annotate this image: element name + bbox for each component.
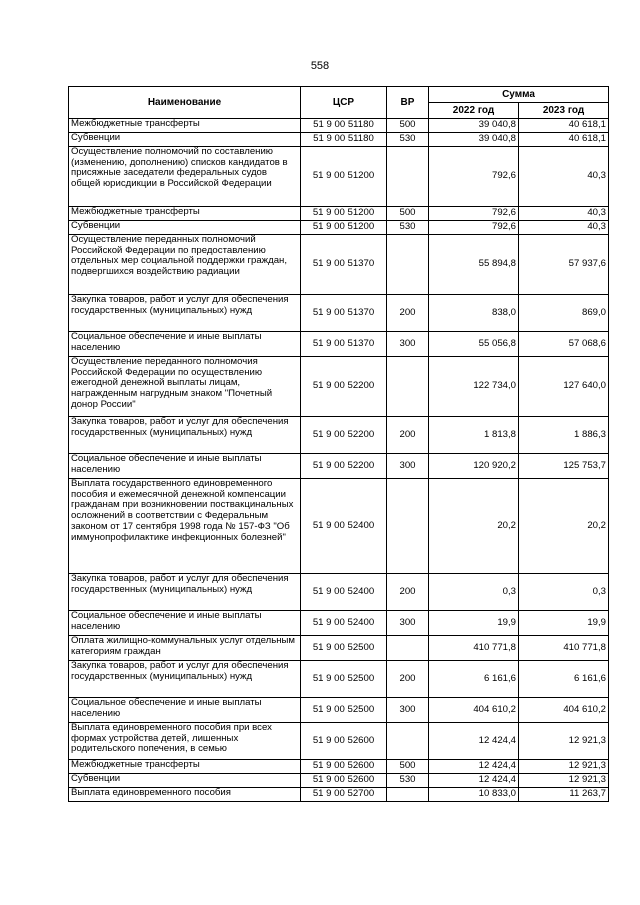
row-name: Межбюджетные трансферты [69, 760, 301, 774]
row-sum-2022: 0,3 [429, 574, 519, 611]
table-row [69, 133, 609, 147]
row-csr: 51 9 00 52200 [301, 357, 387, 417]
row-name: Межбюджетные трансферты [69, 207, 301, 221]
table-row [69, 207, 609, 221]
row-name: Оплата жилищно-коммунальных услуг отдельным категориям граждан [69, 636, 301, 661]
row-name: Выплата государственного единовременного пособия и ежемесячной денежной компенсации гражданам при возникновении поствакцинальных осложнений в соответствии с Федеральным законом от 17 сентября 1998 года № 157-ФЗ "Об иммунопрофилактике инфекционных болезней" [69, 479, 301, 574]
row-vr: 200 [387, 661, 429, 698]
row-csr: 51 9 00 52200 [301, 417, 387, 454]
row-name: Осуществление полномочий по составлению (изменению, дополнению) списков кандидатов в присяжные заседатели федеральных судов общей юрисдикции в Российской Федерации [69, 147, 301, 207]
table-row [69, 611, 609, 636]
header-2023: 2023 год [519, 103, 609, 119]
row-csr: 51 9 00 51200 [301, 221, 387, 235]
row-csr: 51 9 00 52400 [301, 611, 387, 636]
row-sum-2022: 39 040,8 [429, 119, 519, 133]
row-sum-2023: 869,0 [519, 295, 609, 332]
row-sum-2023: 57 937,6 [519, 235, 609, 295]
row-sum-2023: 40 618,1 [519, 133, 609, 147]
row-csr: 51 9 00 51180 [301, 119, 387, 133]
row-csr: 51 9 00 52700 [301, 788, 387, 802]
row-sum-2023: 20,2 [519, 479, 609, 574]
table-row [69, 698, 609, 723]
table-row [69, 119, 609, 133]
row-sum-2022: 792,6 [429, 207, 519, 221]
row-sum-2023: 57 068,6 [519, 332, 609, 357]
row-vr: 200 [387, 295, 429, 332]
table-row [69, 235, 609, 295]
row-sum-2023: 40,3 [519, 221, 609, 235]
row-name: Социальное обеспечение и иные выплаты населению [69, 332, 301, 357]
row-sum-2022: 404 610,2 [429, 698, 519, 723]
table-row [69, 723, 609, 760]
table-row [69, 332, 609, 357]
row-sum-2022: 122 734,0 [429, 357, 519, 417]
table-row [69, 417, 609, 454]
row-csr: 51 9 00 51200 [301, 147, 387, 207]
row-csr: 51 9 00 51370 [301, 295, 387, 332]
row-csr: 51 9 00 52200 [301, 454, 387, 479]
row-sum-2023: 19,9 [519, 611, 609, 636]
row-csr: 51 9 00 52500 [301, 698, 387, 723]
row-sum-2023: 12 921,3 [519, 760, 609, 774]
row-vr [387, 788, 429, 802]
table-row [69, 760, 609, 774]
header-csr: ЦСР [301, 87, 387, 119]
row-sum-2022: 410 771,8 [429, 636, 519, 661]
row-csr: 51 9 00 51370 [301, 332, 387, 357]
row-csr: 51 9 00 52400 [301, 479, 387, 574]
row-name: Субвенции [69, 133, 301, 147]
row-name: Закупка товаров, работ и услуг для обеспечения государственных (муниципальных) нужд [69, 661, 301, 698]
row-name: Выплата единовременного пособия при всех формах устройства детей, лишенных родительского попечения, в семью [69, 723, 301, 760]
row-vr [387, 235, 429, 295]
row-vr: 300 [387, 332, 429, 357]
row-csr: 51 9 00 52500 [301, 636, 387, 661]
row-vr [387, 357, 429, 417]
row-name: Социальное обеспечение и иные выплаты населению [69, 454, 301, 479]
table-row [69, 221, 609, 235]
row-sum-2022: 792,6 [429, 221, 519, 235]
row-sum-2023: 410 771,8 [519, 636, 609, 661]
row-sum-2023: 12 921,3 [519, 774, 609, 788]
row-sum-2022: 19,9 [429, 611, 519, 636]
table-body [69, 119, 609, 802]
row-sum-2022: 10 833,0 [429, 788, 519, 802]
row-csr: 51 9 00 52600 [301, 774, 387, 788]
row-sum-2023: 40,3 [519, 147, 609, 207]
row-sum-2022: 55 894,8 [429, 235, 519, 295]
row-sum-2022: 20,2 [429, 479, 519, 574]
row-vr: 200 [387, 574, 429, 611]
page-number: 558 [310, 60, 330, 72]
row-sum-2022: 120 920,2 [429, 454, 519, 479]
row-name: Закупка товаров, работ и услуг для обеспечения государственных (муниципальных) нужд [69, 417, 301, 454]
row-vr: 530 [387, 221, 429, 235]
row-sum-2022: 792,6 [429, 147, 519, 207]
table-row [69, 357, 609, 417]
row-sum-2023: 40,3 [519, 207, 609, 221]
header-sum: Сумма [429, 87, 609, 103]
table-row [69, 774, 609, 788]
row-sum-2022: 55 056,8 [429, 332, 519, 357]
row-vr: 300 [387, 454, 429, 479]
table-row [69, 479, 609, 574]
row-sum-2023: 0,3 [519, 574, 609, 611]
row-sum-2023: 127 640,0 [519, 357, 609, 417]
row-csr: 51 9 00 51370 [301, 235, 387, 295]
table-row [69, 574, 609, 611]
row-csr: 51 9 00 52400 [301, 574, 387, 611]
row-name: Выплата единовременного пособия [69, 788, 301, 802]
table-row [69, 454, 609, 479]
row-csr: 51 9 00 52600 [301, 723, 387, 760]
row-sum-2022: 6 161,6 [429, 661, 519, 698]
row-vr [387, 723, 429, 760]
header-name: Наименование [69, 87, 301, 119]
row-sum-2022: 12 424,4 [429, 760, 519, 774]
row-csr: 51 9 00 52500 [301, 661, 387, 698]
row-vr [387, 479, 429, 574]
row-sum-2022: 12 424,4 [429, 723, 519, 760]
row-sum-2022: 1 813,8 [429, 417, 519, 454]
table-row [69, 295, 609, 332]
budget-table [68, 86, 609, 802]
table-row [69, 788, 609, 802]
row-csr: 51 9 00 51200 [301, 207, 387, 221]
row-name: Осуществление переданных полномочий Российской Федерации по предоставлению отдельных мер социальной поддержки граждан, подвергшихся воздействию радиации [69, 235, 301, 295]
row-sum-2022: 12 424,4 [429, 774, 519, 788]
row-name: Субвенции [69, 221, 301, 235]
row-sum-2023: 11 263,7 [519, 788, 609, 802]
row-name: Социальное обеспечение и иные выплаты населению [69, 611, 301, 636]
row-name: Закупка товаров, работ и услуг для обеспечения государственных (муниципальных) нужд [69, 574, 301, 611]
row-vr: 500 [387, 207, 429, 221]
row-vr: 500 [387, 119, 429, 133]
header-vr: ВР [387, 87, 429, 119]
row-csr: 51 9 00 52600 [301, 760, 387, 774]
row-vr [387, 636, 429, 661]
row-csr: 51 9 00 51180 [301, 133, 387, 147]
row-name: Межбюджетные трансферты [69, 119, 301, 133]
row-sum-2023: 125 753,7 [519, 454, 609, 479]
row-sum-2023: 1 886,3 [519, 417, 609, 454]
header-2022: 2022 год [429, 103, 519, 119]
row-sum-2023: 6 161,6 [519, 661, 609, 698]
row-name: Закупка товаров, работ и услуг для обеспечения государственных (муниципальных) нужд [69, 295, 301, 332]
row-sum-2022: 39 040,8 [429, 133, 519, 147]
table-row [69, 661, 609, 698]
row-vr: 300 [387, 611, 429, 636]
row-sum-2022: 838,0 [429, 295, 519, 332]
row-vr [387, 147, 429, 207]
row-vr: 530 [387, 133, 429, 147]
table-row [69, 636, 609, 661]
row-name: Субвенции [69, 774, 301, 788]
row-vr: 300 [387, 698, 429, 723]
row-sum-2023: 12 921,3 [519, 723, 609, 760]
row-name: Осуществление переданного полномочия Российской Федерации по осуществлению ежегодной денежной выплаты лицам, награжденным нагрудным знаком "Почетный донор России" [69, 357, 301, 417]
row-vr: 500 [387, 760, 429, 774]
row-vr: 200 [387, 417, 429, 454]
table-row [69, 147, 609, 207]
row-sum-2023: 40 618,1 [519, 119, 609, 133]
row-vr: 530 [387, 774, 429, 788]
row-sum-2023: 404 610,2 [519, 698, 609, 723]
row-name: Социальное обеспечение и иные выплаты населению [69, 698, 301, 723]
